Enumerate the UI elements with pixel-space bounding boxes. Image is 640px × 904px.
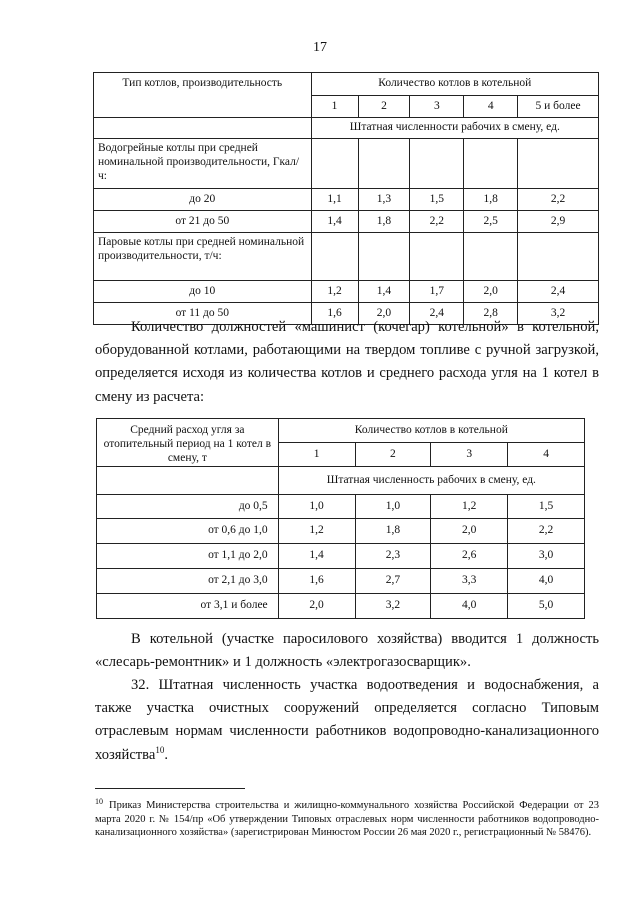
table-cell: 1,2 bbox=[431, 495, 508, 519]
paragraph-32-text: 32. Штатная численность участка водоотведения и водоснабжения, а также участка очистных сооружений определяется согласно Типовым отраслевым нормам численности работников водопроводно-канализационного хозяйства bbox=[95, 677, 599, 763]
table1-col-header: 2 bbox=[358, 96, 410, 118]
table2-col-header: 4 bbox=[508, 443, 585, 467]
table-cell: 3,2 bbox=[518, 303, 599, 325]
table-cell: 3,3 bbox=[431, 569, 508, 594]
table2-subheader: Штатная численность рабочих в смену, ед. bbox=[278, 467, 584, 495]
table-cell: 1,1 bbox=[311, 189, 358, 211]
footnote-number: 10 bbox=[95, 797, 103, 806]
table-cell: 2,2 bbox=[508, 519, 585, 544]
table1-group-label: Паровые котлы при средней номинальной производительности, т/ч: bbox=[94, 233, 312, 281]
table-cell: 1,8 bbox=[355, 519, 431, 544]
row-label: от 11 до 50 bbox=[94, 303, 312, 325]
coal-consumption-table bbox=[96, 418, 585, 619]
table-cell: 3,0 bbox=[508, 544, 585, 569]
table1-group-label: Водогрейные котлы при средней номинальной производительности, Гкал/ч: bbox=[94, 139, 312, 189]
table-row bbox=[97, 519, 585, 544]
table-row bbox=[97, 569, 585, 594]
table-cell: 1,4 bbox=[311, 211, 358, 233]
row-label: от 3,1 и более bbox=[97, 594, 279, 619]
table-cell: 2,0 bbox=[464, 281, 518, 303]
table1-col-header: 1 bbox=[311, 96, 358, 118]
table1-header-type: Тип котлов, производительность bbox=[94, 73, 312, 118]
paragraph-32 bbox=[95, 674, 599, 767]
table1-col-header: 3 bbox=[410, 96, 464, 118]
table2-col-header: 1 bbox=[278, 443, 355, 467]
page-number: 17 bbox=[313, 40, 327, 55]
table-cell: 1,6 bbox=[311, 303, 358, 325]
table-cell: 4,0 bbox=[508, 569, 585, 594]
table-cell: 1,5 bbox=[508, 495, 585, 519]
table-cell: 1,8 bbox=[358, 211, 410, 233]
table2-header-count: Количество котлов в котельной bbox=[278, 419, 584, 443]
table1-col-header: 4 bbox=[464, 96, 518, 118]
table1-subheader: Штатная численности рабочих в смену, ед. bbox=[311, 118, 598, 139]
footnote-text: Приказ Министерства строительства и жилищно-коммунального хозяйства Российской Федерации от 23 марта 2020 г. № 154/пр «Об утверждении Типовых отраслевых норм численности работников водопроводно-канализационного хозяйства» (зарегистрирован Минюстом России 26 мая 2020 г., регистрационный № 58476). bbox=[95, 800, 599, 838]
table-row bbox=[97, 544, 585, 569]
table-cell: 1,2 bbox=[278, 519, 355, 544]
table-cell: 5,0 bbox=[508, 594, 585, 619]
table-cell: 2,9 bbox=[518, 211, 599, 233]
table-cell: 1,0 bbox=[355, 495, 431, 519]
table-cell: 1,8 bbox=[464, 189, 518, 211]
table-row bbox=[97, 594, 585, 619]
table-cell: 3,2 bbox=[355, 594, 431, 619]
table-cell: 2,0 bbox=[278, 594, 355, 619]
table-cell: 4,0 bbox=[431, 594, 508, 619]
row-label: от 1,1 до 2,0 bbox=[97, 544, 279, 569]
table-cell: 2,0 bbox=[431, 519, 508, 544]
row-label: от 21 до 50 bbox=[94, 211, 312, 233]
table-row bbox=[94, 281, 599, 303]
row-label: до 0,5 bbox=[97, 495, 279, 519]
table-row bbox=[94, 211, 599, 233]
table-cell: 1,6 bbox=[278, 569, 355, 594]
row-label: до 10 bbox=[94, 281, 312, 303]
table-row bbox=[94, 189, 599, 211]
table-cell: 2,3 bbox=[355, 544, 431, 569]
table-cell: 2,7 bbox=[355, 569, 431, 594]
table-cell: 1,5 bbox=[410, 189, 464, 211]
table-cell: 1,4 bbox=[278, 544, 355, 569]
footnote-reference[interactable]: 10 bbox=[155, 744, 165, 755]
table-cell: 1,7 bbox=[410, 281, 464, 303]
row-label: от 0,6 до 1,0 bbox=[97, 519, 279, 544]
boiler-staffing-table bbox=[93, 72, 599, 325]
table2-col-header: 3 bbox=[431, 443, 508, 467]
table-cell: 2,8 bbox=[464, 303, 518, 325]
row-label: до 20 bbox=[94, 189, 312, 211]
paragraph-additional-positions: В котельной (участке паросилового хозяйства) вводится 1 должность «слесарь-ремонтник» и 1 должность «электрогазосварщик». bbox=[95, 631, 599, 671]
table-cell: 2,4 bbox=[410, 303, 464, 325]
table2-col-header: 2 bbox=[355, 443, 431, 467]
table-cell: 1,2 bbox=[311, 281, 358, 303]
table-cell: 1,4 bbox=[358, 281, 410, 303]
footnote-divider bbox=[95, 788, 245, 789]
table-cell: 1,0 bbox=[278, 495, 355, 519]
table-cell: 2,5 bbox=[464, 211, 518, 233]
table-cell: 2,0 bbox=[358, 303, 410, 325]
footnote bbox=[95, 795, 599, 840]
table-cell: 2,4 bbox=[518, 281, 599, 303]
table-cell: 2,2 bbox=[410, 211, 464, 233]
table2-header-consumption: Средний расход угля за отопительный период на 1 котел в смену, т bbox=[97, 419, 279, 467]
row-label: от 2,1 до 3,0 bbox=[97, 569, 279, 594]
paragraph-32-period: . bbox=[164, 746, 169, 763]
table-row bbox=[97, 495, 585, 519]
table1-col-header: 5 и более bbox=[518, 96, 599, 118]
paragraph-stoker-count: Количество должностей «машинист (кочегар) котельной» в котельной, оборудованной котлами, работающими на твердом топливе с ручной загрузкой, определяется исходя из количества котлов и среднего расхода угля на 1 котел в смену из расчета: bbox=[95, 319, 599, 405]
table-cell: 2,2 bbox=[518, 189, 599, 211]
table-cell: 1,3 bbox=[358, 189, 410, 211]
table-cell: 2,6 bbox=[431, 544, 508, 569]
table1-header-count: Количество котлов в котельной bbox=[311, 73, 598, 96]
